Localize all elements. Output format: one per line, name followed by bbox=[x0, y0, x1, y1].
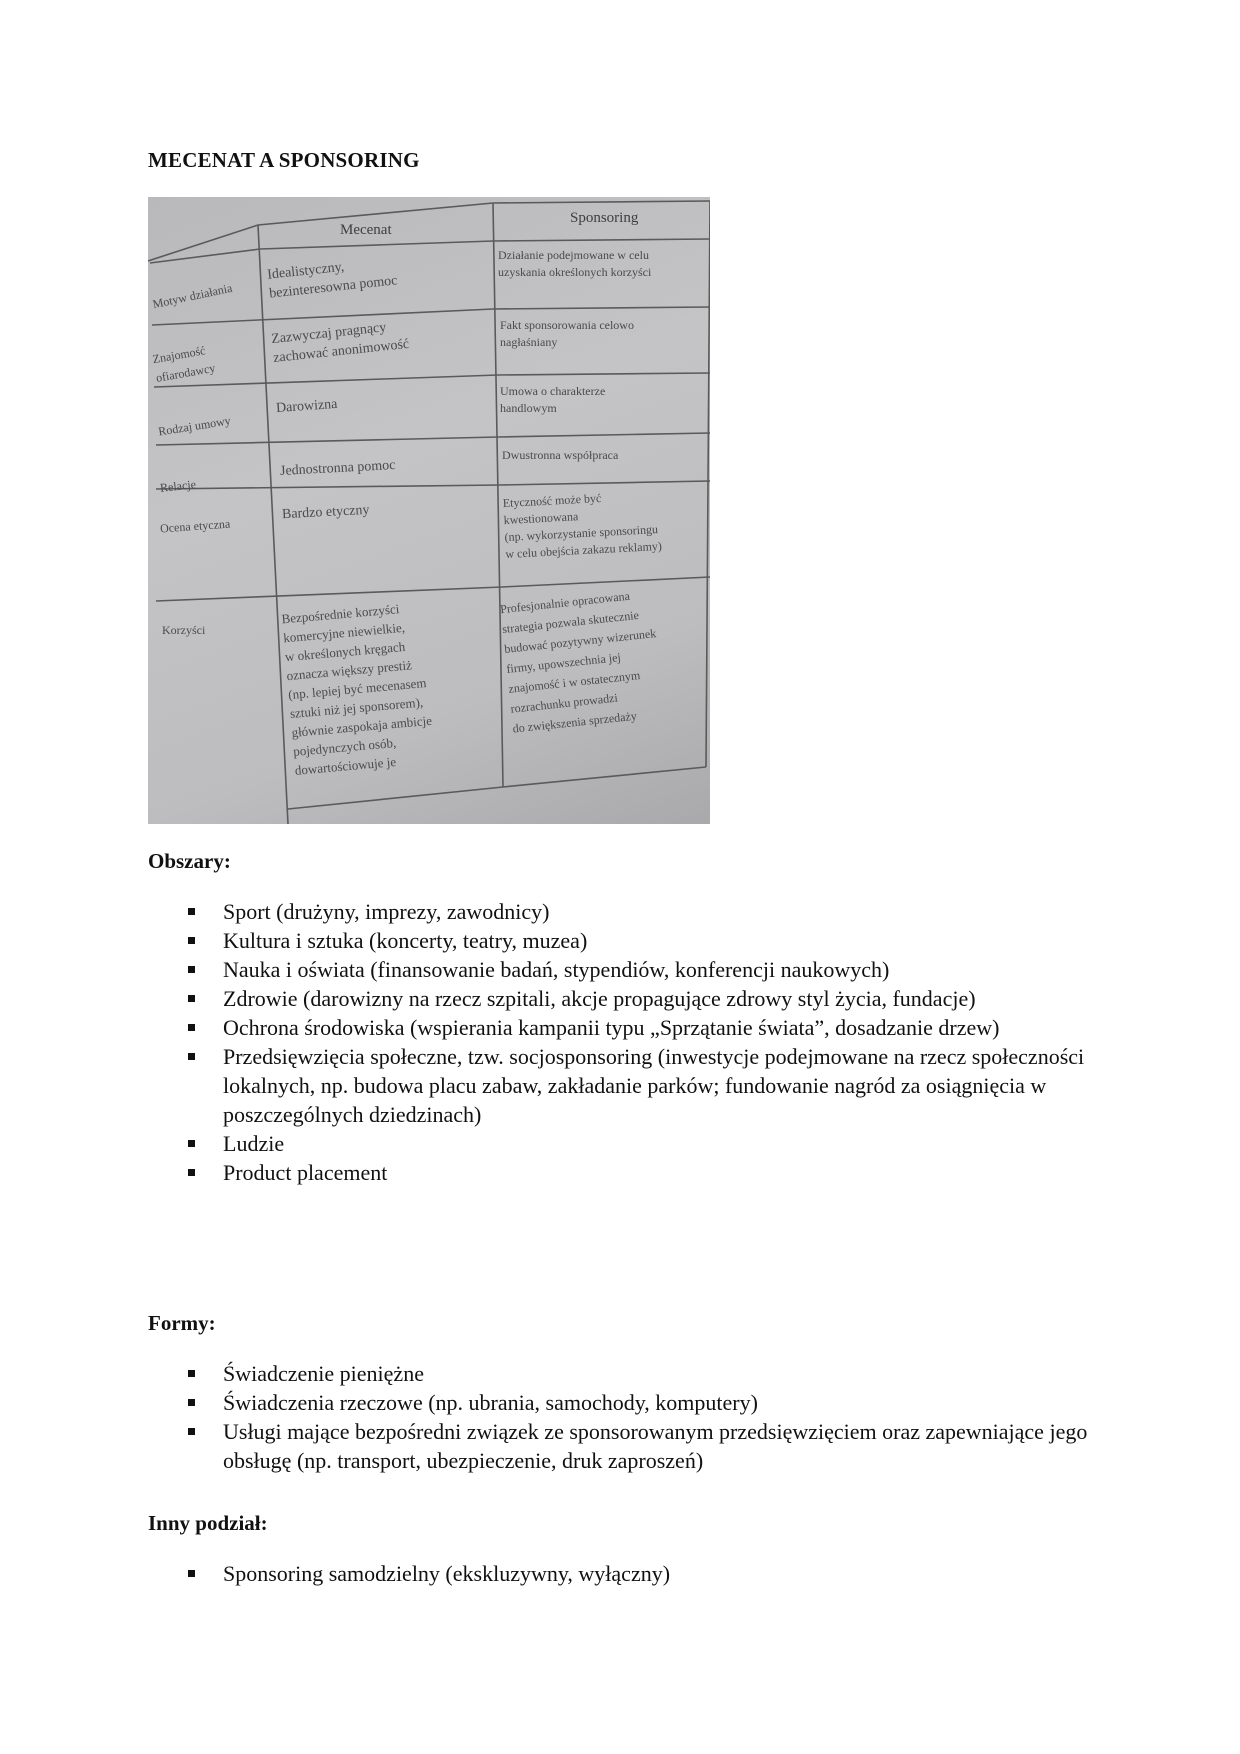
list-item: Kultura i sztuka (koncerty, teatry, muzea) bbox=[148, 926, 1088, 955]
cell-mecenat: Zazwyczaj pragnący zachować anonimowość bbox=[270, 320, 410, 367]
section-heading-obszary: Obszary: bbox=[148, 849, 231, 873]
row-label: Znajomość ofiarodawcy bbox=[151, 343, 217, 385]
section-heading-inny-podzial: Inny podział: bbox=[148, 1511, 268, 1535]
list-item: Product placement bbox=[148, 1158, 1088, 1187]
cell-sponsoring: Działanie podejmowane w celu uzyskania określonych korzyści bbox=[498, 248, 652, 279]
cell-sponsoring: Fakt sponsorowania celowo nagłaśniany bbox=[500, 318, 634, 349]
list-formy bbox=[148, 1359, 1088, 1475]
cell-sponsoring: Umowa o charakterze handlowym bbox=[500, 384, 606, 415]
table-photo bbox=[148, 197, 710, 824]
list-item: Zdrowie (darowizny na rzecz szpitali, akcje propagujące zdrowy styl życia, fundacje) bbox=[148, 984, 1088, 1013]
cell-mecenat: Bezpośrednie korzyści komercyjne niewielkie, w określonych kręgach oznacza większy prestiż (np. lepiej być mecenasem sztuki niż jej sponsorem), głównie zaspokaja ambicje pojedynczych osób, dowartościowuje je bbox=[280, 601, 433, 778]
list-item: Usługi mające bezpośredni związek ze sponsorowanym przedsięwzięciem oraz zapewniające jego obsługę (np. transport, ubezpieczenie, druk zaproszeń) bbox=[148, 1417, 1088, 1475]
list-item: Przedsięwzięcia społeczne, tzw. socjosponsoring (inwestycje podejmowane na rzecz społeczności lokalnych, np. budowa placu zabaw, zakładanie parków; fundowanie nagród za osiągnięcia w poszczególnych dziedzinach) bbox=[148, 1042, 1088, 1129]
list-item: Ludzie bbox=[148, 1129, 1088, 1158]
cell-sponsoring: Dwustronna współpraca bbox=[502, 448, 619, 462]
row-label: Relacje bbox=[159, 477, 197, 495]
cell-mecenat: Jednostronna pomoc bbox=[279, 457, 396, 480]
row-label: Rodzaj umowy bbox=[157, 413, 232, 439]
cell-sponsoring: Etyczność może być kwestionowana (np. wykorzystanie sponsoringu w celu obejścia zakazu reklamy) bbox=[502, 490, 663, 562]
page-title: MECENAT A SPONSORING bbox=[148, 148, 420, 172]
cell-sponsoring: Profesjonalnie opracowana strategia pozwala skutecznie budować pozytywny wizerunek firmy, upowszechnia jej znajomość i w ostatecznym rozrachunku prowadzi do zwiększenia sprzedaży bbox=[499, 588, 657, 736]
header-sponsoring: Sponsoring bbox=[570, 210, 639, 226]
cell-mecenat: Bardzo etyczny bbox=[281, 502, 370, 523]
list-obszary bbox=[148, 897, 1088, 1187]
header-mecenat: Mecenat bbox=[340, 222, 392, 238]
row-label: Motyw działania bbox=[151, 280, 234, 312]
cell-mecenat: Idealistyczny, bezinteresowna pomoc bbox=[266, 259, 399, 302]
list-item: Świadczenie pieniężne bbox=[148, 1359, 1088, 1388]
list-item: Świadczenia rzeczowe (np. ubrania, samochody, komputery) bbox=[148, 1388, 1088, 1417]
list-inny-podzial bbox=[148, 1559, 1088, 1588]
list-item: Nauka i oświata (finansowanie badań, stypendiów, konferencji naukowych) bbox=[148, 955, 1088, 984]
cell-mecenat: Darowizna bbox=[275, 396, 338, 417]
row-label: Korzyści bbox=[162, 623, 206, 637]
list-item: Sponsoring samodzielny (ekskluzywny, wyłączny) bbox=[148, 1559, 1088, 1588]
list-item: Sport (drużyny, imprezy, zawodnicy) bbox=[148, 897, 1088, 926]
list-item: Ochrona środowiska (wspierania kampanii typu „Sprzątanie świata”, dosadzanie drzew) bbox=[148, 1013, 1088, 1042]
row-label: Ocena etyczna bbox=[159, 516, 231, 536]
section-heading-formy: Formy: bbox=[148, 1311, 216, 1335]
